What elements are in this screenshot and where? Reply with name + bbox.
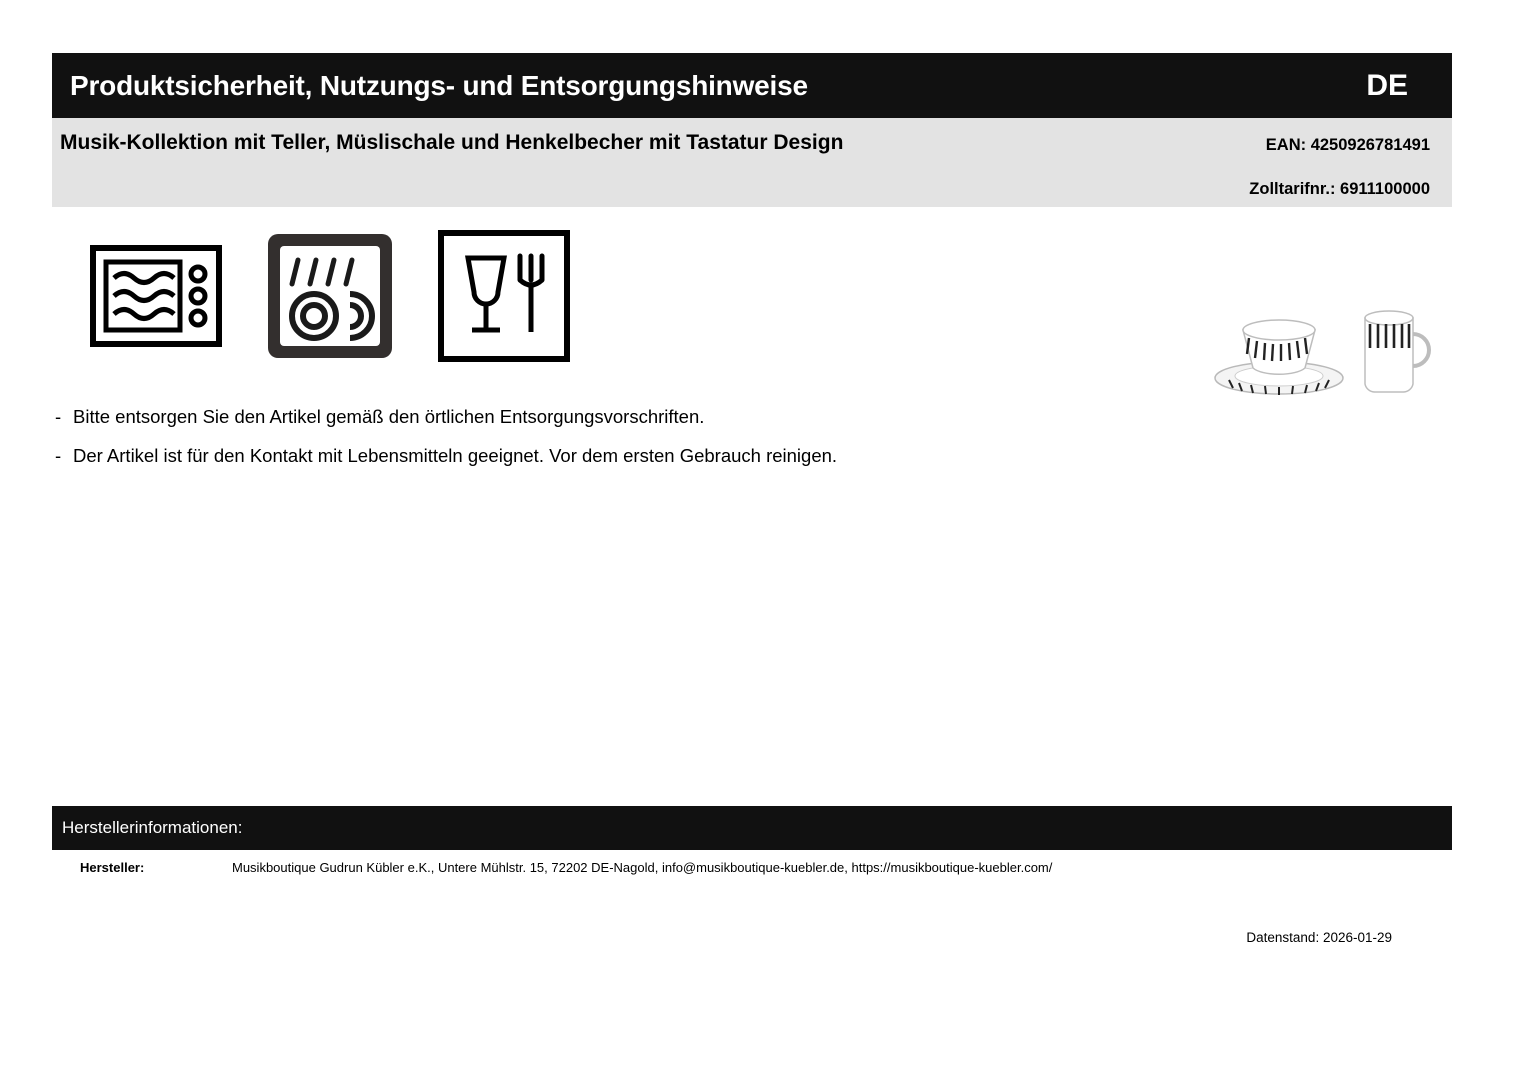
ean-code: EAN: 4250926781491: [1265, 136, 1430, 154]
product-photo: [1207, 300, 1442, 405]
dishwasher-safe-icon: [262, 228, 398, 364]
manufacturer-label: Hersteller:: [80, 860, 145, 875]
customs-tariff-number: Zolltarifnr.: 6911100000: [1249, 180, 1430, 199]
pictogram-row: [88, 228, 572, 364]
language-badge: DE: [1366, 68, 1408, 102]
manufacturer-section-header: [52, 806, 1452, 850]
manufacturer-value: Musikboutique Gudrun Kübler e.K., Untere Mühlstr. 15, 72202 DE-Nagold, info@musikboutique-kuebler.de, https://musikboutique-kuebler.com/: [232, 860, 1053, 875]
product-codes: [1249, 118, 1452, 207]
notes-list: [55, 408, 1355, 485]
bullet-dash: -: [55, 444, 62, 466]
manufacturer-row: [52, 860, 1452, 875]
microwave-safe-icon: [88, 228, 224, 364]
page-title: Produktsicherheit, Nutzungs- und Entsorgungshinweise: [70, 69, 808, 101]
data-status-date: Datenstand: 2026-01-29: [1246, 930, 1392, 945]
product-info-bar: [52, 118, 1452, 207]
note-text: Der Artikel ist für den Kontakt mit Lebensmitteln geeignet. Vor dem ersten Gebrauch reinigen.: [73, 444, 838, 466]
manufacturer-section-title: Herstellerinformationen:: [62, 818, 243, 837]
food-safe-icon: [436, 228, 572, 364]
list-item: [55, 408, 1355, 427]
product-name: Musik-Kollektion mit Teller, Müslischale und Henkelbecher mit Tastatur Design: [60, 131, 844, 154]
bullet-dash: -: [55, 406, 62, 427]
document-header: [52, 53, 1452, 118]
note-text: Bitte entsorgen Sie den Artikel gemäß den örtlichen Entsorgungsvorschriften.: [73, 406, 705, 427]
list-item: [55, 444, 1355, 466]
